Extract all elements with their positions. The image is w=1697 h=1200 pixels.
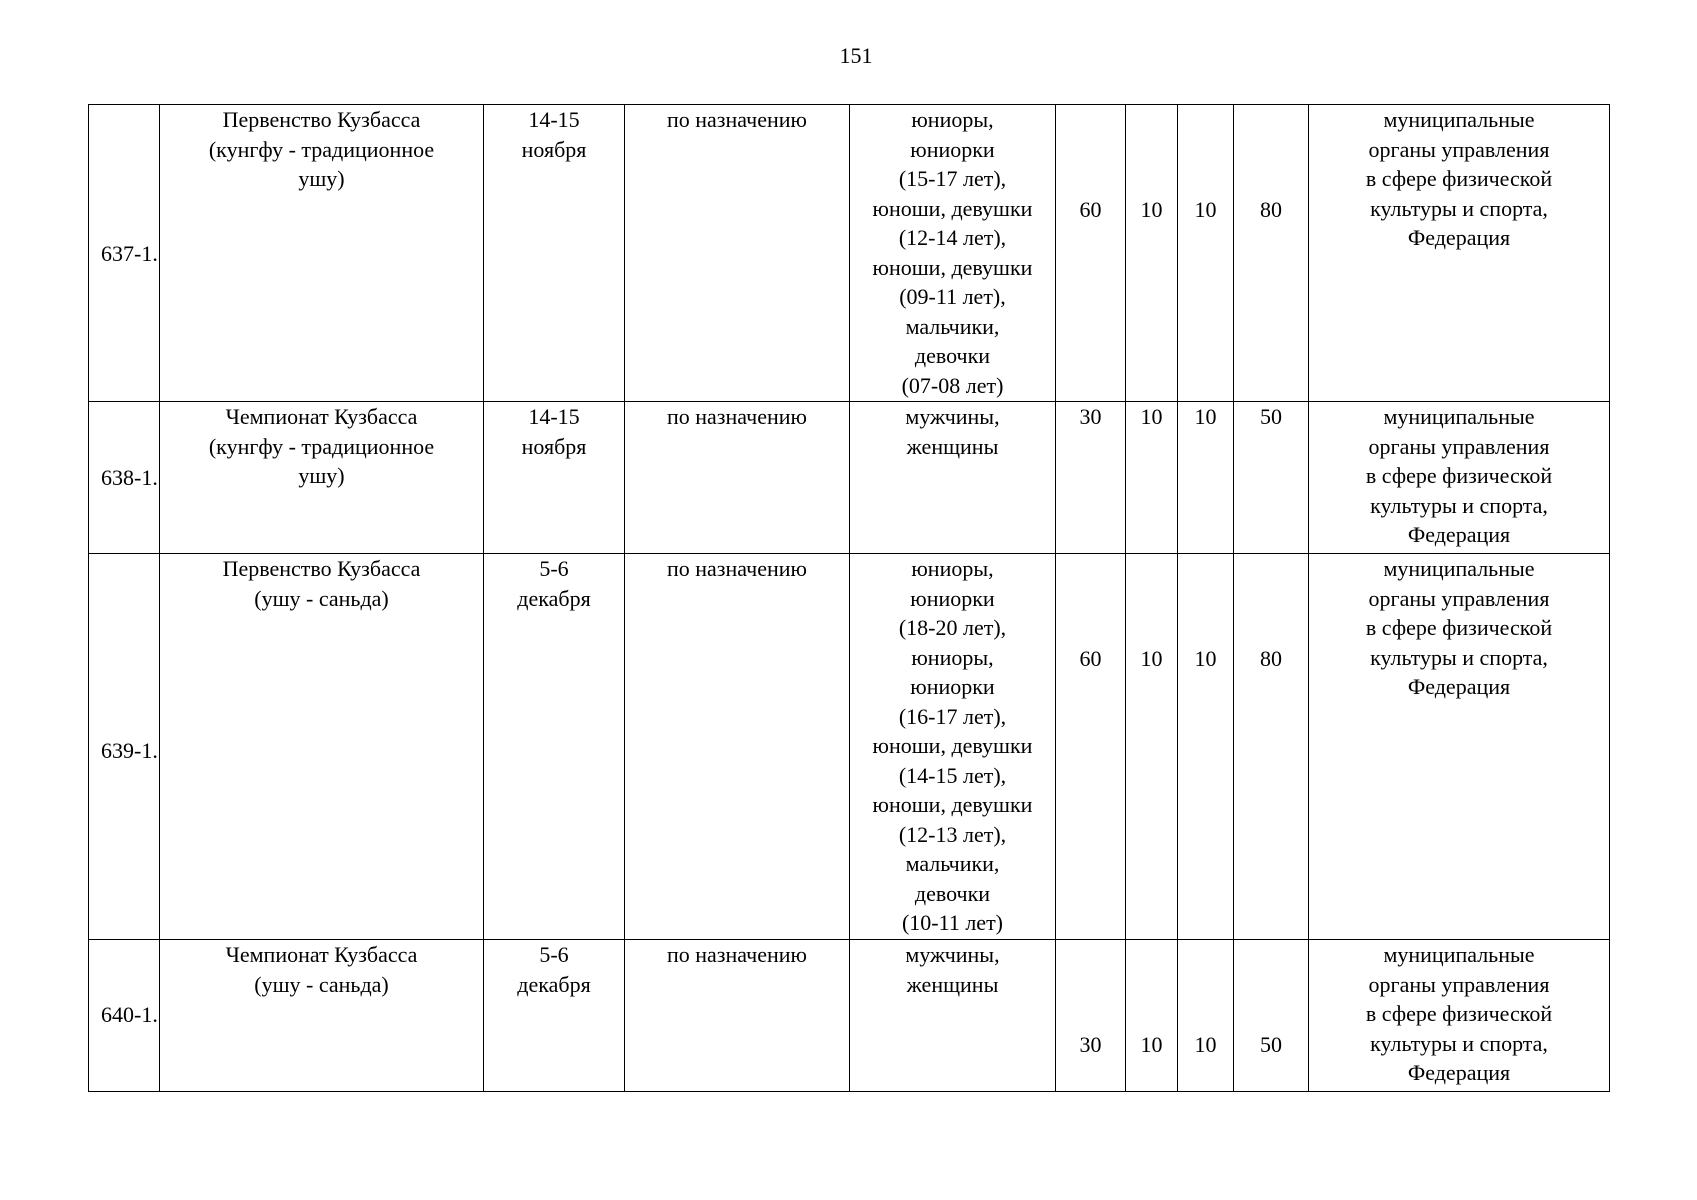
count-3: 10	[1178, 402, 1234, 554]
row-number: 639-1.	[89, 554, 160, 940]
count-2: 10	[1126, 402, 1178, 554]
participants: юниоры, юниорки (18-20 лет), юниоры, юниорки (16-17 лет), юноши, девушки (14-15 лет), юноши, девушки (12-13 лет), мальчики, девочки (10-11 лет)	[850, 554, 1056, 940]
event-place: по назначению	[625, 554, 850, 940]
event-dates: 14-15 ноября	[484, 105, 625, 402]
row-number: 638-1.	[89, 402, 160, 554]
count-3: 10	[1178, 940, 1234, 1092]
organizer: муниципальные органы управления в сфере физической культуры и спорта, Федерация	[1309, 402, 1610, 554]
events-table	[88, 104, 1610, 1092]
count-3: 10	[1178, 554, 1234, 940]
table-row	[89, 554, 1610, 940]
count-1: 60	[1056, 554, 1126, 940]
count-2: 10	[1126, 554, 1178, 940]
event-place: по назначению	[625, 402, 850, 554]
count-2: 10	[1126, 940, 1178, 1092]
count-total: 50	[1234, 940, 1309, 1092]
participants: мужчины, женщины	[850, 940, 1056, 1092]
row-number: 637-1.	[89, 105, 160, 402]
count-3: 10	[1178, 105, 1234, 402]
table-row	[89, 940, 1610, 1092]
count-1: 30	[1056, 402, 1126, 554]
page-number: 151	[839, 43, 873, 68]
event-place: по назначению	[625, 105, 850, 402]
event-name: Чемпионат Кузбасса (кунгфу - традиционное ушу)	[160, 402, 484, 554]
count-total: 80	[1234, 554, 1309, 940]
event-dates: 5-6 декабря	[484, 940, 625, 1092]
count-1: 60	[1056, 105, 1126, 402]
participants: мужчины, женщины	[850, 402, 1056, 554]
participants: юниоры, юниорки (15-17 лет), юноши, девушки (12-14 лет), юноши, девушки (09-11 лет), мальчики, девочки (07-08 лет)	[850, 105, 1056, 402]
table-row	[89, 105, 1610, 402]
event-dates: 14-15 ноября	[484, 402, 625, 554]
event-place: по назначению	[625, 940, 850, 1092]
event-name: Чемпионат Кузбасса (ушу - саньда)	[160, 940, 484, 1092]
organizer: муниципальные органы управления в сфере физической культуры и спорта, Федерация	[1309, 105, 1610, 402]
count-2: 10	[1126, 105, 1178, 402]
count-1: 30	[1056, 940, 1126, 1092]
organizer: муниципальные органы управления в сфере физической культуры и спорта, Федерация	[1309, 554, 1610, 940]
organizer: муниципальные органы управления в сфере физической культуры и спорта, Федерация	[1309, 940, 1610, 1092]
event-name: Первенство Кузбасса (ушу - саньда)	[160, 554, 484, 940]
event-name: Первенство Кузбасса (кунгфу - традиционное ушу)	[160, 105, 484, 402]
row-number: 640-1.	[89, 940, 160, 1092]
count-total: 80	[1234, 105, 1309, 402]
count-total: 50	[1234, 402, 1309, 554]
event-dates: 5-6 декабря	[484, 554, 625, 940]
table-row	[89, 402, 1610, 554]
